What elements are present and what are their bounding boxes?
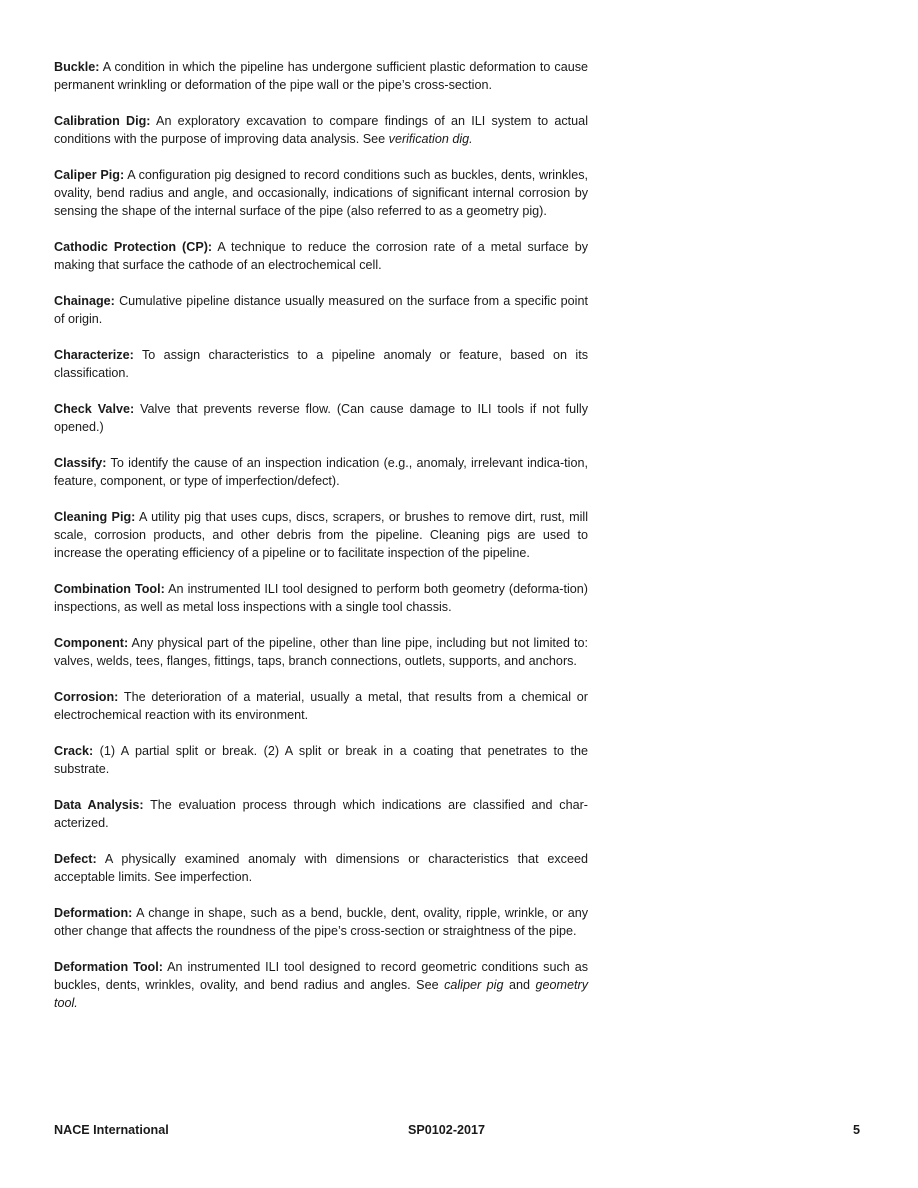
glossary-definition: An instrumented ILI tool designed to perform both geometry (deforma-tion) inspections, as well as metal loss inspections with a single tool chassis. xyxy=(54,582,588,614)
glossary-term: Caliper Pig: xyxy=(54,168,125,182)
glossary-definition: To identify the cause of an inspection indication (e.g., anomaly, irrelevant indica-tion, feature, component, or type of imperfection/defect). xyxy=(54,456,588,488)
glossary-entry-characterize xyxy=(54,346,588,382)
glossary-definition: The deterioration of a material, usually a metal, that results from a chemical or electrochemical reaction with its environment. xyxy=(54,690,588,722)
glossary-definition: Any physical part of the pipeline, other than line pipe, including but not limited to: valves, welds, tees, flanges, fittings, taps, branch connections, outlets, supports, and anchors. xyxy=(54,636,588,668)
glossary-entry-corrosion xyxy=(54,688,588,724)
glossary-entry-data-analysis xyxy=(54,796,588,832)
glossary-entry-cleaning-pig xyxy=(54,508,588,562)
cross-reference: geometry tool. xyxy=(54,978,588,1010)
glossary-term: Classify: xyxy=(54,456,107,470)
glossary-entry-classify xyxy=(54,454,588,490)
glossary-definition: A technique to reduce the corrosion rate of a metal surface by making that surface the cathode of an electrochemical cell. xyxy=(54,240,588,272)
glossary-term: Deformation: xyxy=(54,906,133,920)
glossary-term: Defect: xyxy=(54,852,97,866)
glossary-definition: A configuration pig designed to record conditions such as buckles, dents, wrinkles, ovality, bend radius and angle, and occasionally, indications of significant internal corrosion by sensing the shape of the internal surface of the pipe (also referred to as a geometry pig). xyxy=(54,168,588,218)
footer-page-number: 5 xyxy=(852,1123,860,1137)
glossary-definition: A change in shape, such as a bend, buckle, dent, ovality, ripple, wrinkle, or any other change that affects the roundness of the pipe’s cross-section or straightness of the pipe. xyxy=(54,906,588,938)
cross-reference: caliper pig xyxy=(444,978,504,992)
glossary-term: Crack: xyxy=(54,744,94,758)
glossary-term: Cleaning Pig: xyxy=(54,510,136,524)
glossary-term: Characterize: xyxy=(54,348,134,362)
footer-organization: NACE International xyxy=(54,1123,169,1137)
glossary-definition: An instrumented ILI tool designed to record geometric conditions such as buckles, dents, wrinkles, ovality, and bend radius and angles. See xyxy=(54,960,588,992)
glossary-entry-component xyxy=(54,634,588,670)
glossary-definition: Valve that prevents reverse flow. (Can cause damage to ILI tools if not fully opened.) xyxy=(54,402,588,434)
glossary-definition-continued: and xyxy=(503,978,536,992)
glossary-entry-buckle xyxy=(54,58,588,94)
glossary-definition: The evaluation process through which indications are classified and char-acterized. xyxy=(54,798,588,830)
glossary-entry-cathodic-protection xyxy=(54,238,588,274)
glossary-entry-crack xyxy=(54,742,588,778)
glossary-term: Cathodic Protection (CP): xyxy=(54,240,213,254)
footer-document-number: SP0102-2017 xyxy=(408,1123,486,1137)
glossary-term: Check Valve: xyxy=(54,402,135,416)
glossary-term: Combination Tool: xyxy=(54,582,165,596)
glossary-entry-defect xyxy=(54,850,588,886)
glossary-term: Chainage: xyxy=(54,294,115,308)
glossary-definition: (1) A partial split or break. (2) A split or break in a coating that penetrates to the substrate. xyxy=(54,744,588,776)
glossary-entry-chainage xyxy=(54,292,588,328)
glossary-definition: A physically examined anomaly with dimensions or characteristics that exceed acceptable limits. See imperfection. xyxy=(54,852,588,884)
glossary-term: Corrosion: xyxy=(54,690,119,704)
glossary-term: Calibration Dig: xyxy=(54,114,151,128)
glossary-definition: An exploratory excavation to compare findings of an ILI system to actual conditions with the purpose of improving data analysis. See xyxy=(54,114,588,146)
glossary-column xyxy=(54,58,588,1030)
glossary-entry-deformation xyxy=(54,904,588,940)
cross-reference: verification dig. xyxy=(388,132,473,146)
glossary-entry-check-valve xyxy=(54,400,588,436)
glossary-entry-calibration-dig xyxy=(54,112,588,148)
glossary-entry-deformation-tool xyxy=(54,958,588,1012)
glossary-definition: To assign characteristics to a pipeline anomaly or feature, based on its classification. xyxy=(54,348,588,380)
glossary-definition: A condition in which the pipeline has undergone sufficient plastic deformation to cause permanent wrinkling or deformation of the pipe wall or the pipe’s cross-section. xyxy=(54,60,588,92)
glossary-entry-combination-tool xyxy=(54,580,588,616)
glossary-definition: A utility pig that uses cups, discs, scrapers, or brushes to remove dirt, rust, mill scale, corrosion products, and other debris from the pipeline. Cleaning pigs are used to increase the operating efficiency of a pipeline or to facilitate inspection of the pipeline. xyxy=(54,510,588,560)
page-footer xyxy=(54,1121,860,1139)
glossary-definition: Cumulative pipeline distance usually measured on the surface from a specific point of origin. xyxy=(54,294,588,326)
glossary-entry-caliper-pig xyxy=(54,166,588,220)
glossary-term: Component: xyxy=(54,636,129,650)
glossary-term: Deformation Tool: xyxy=(54,960,163,974)
glossary-term: Buckle: xyxy=(54,60,100,74)
glossary-term: Data Analysis: xyxy=(54,798,144,812)
